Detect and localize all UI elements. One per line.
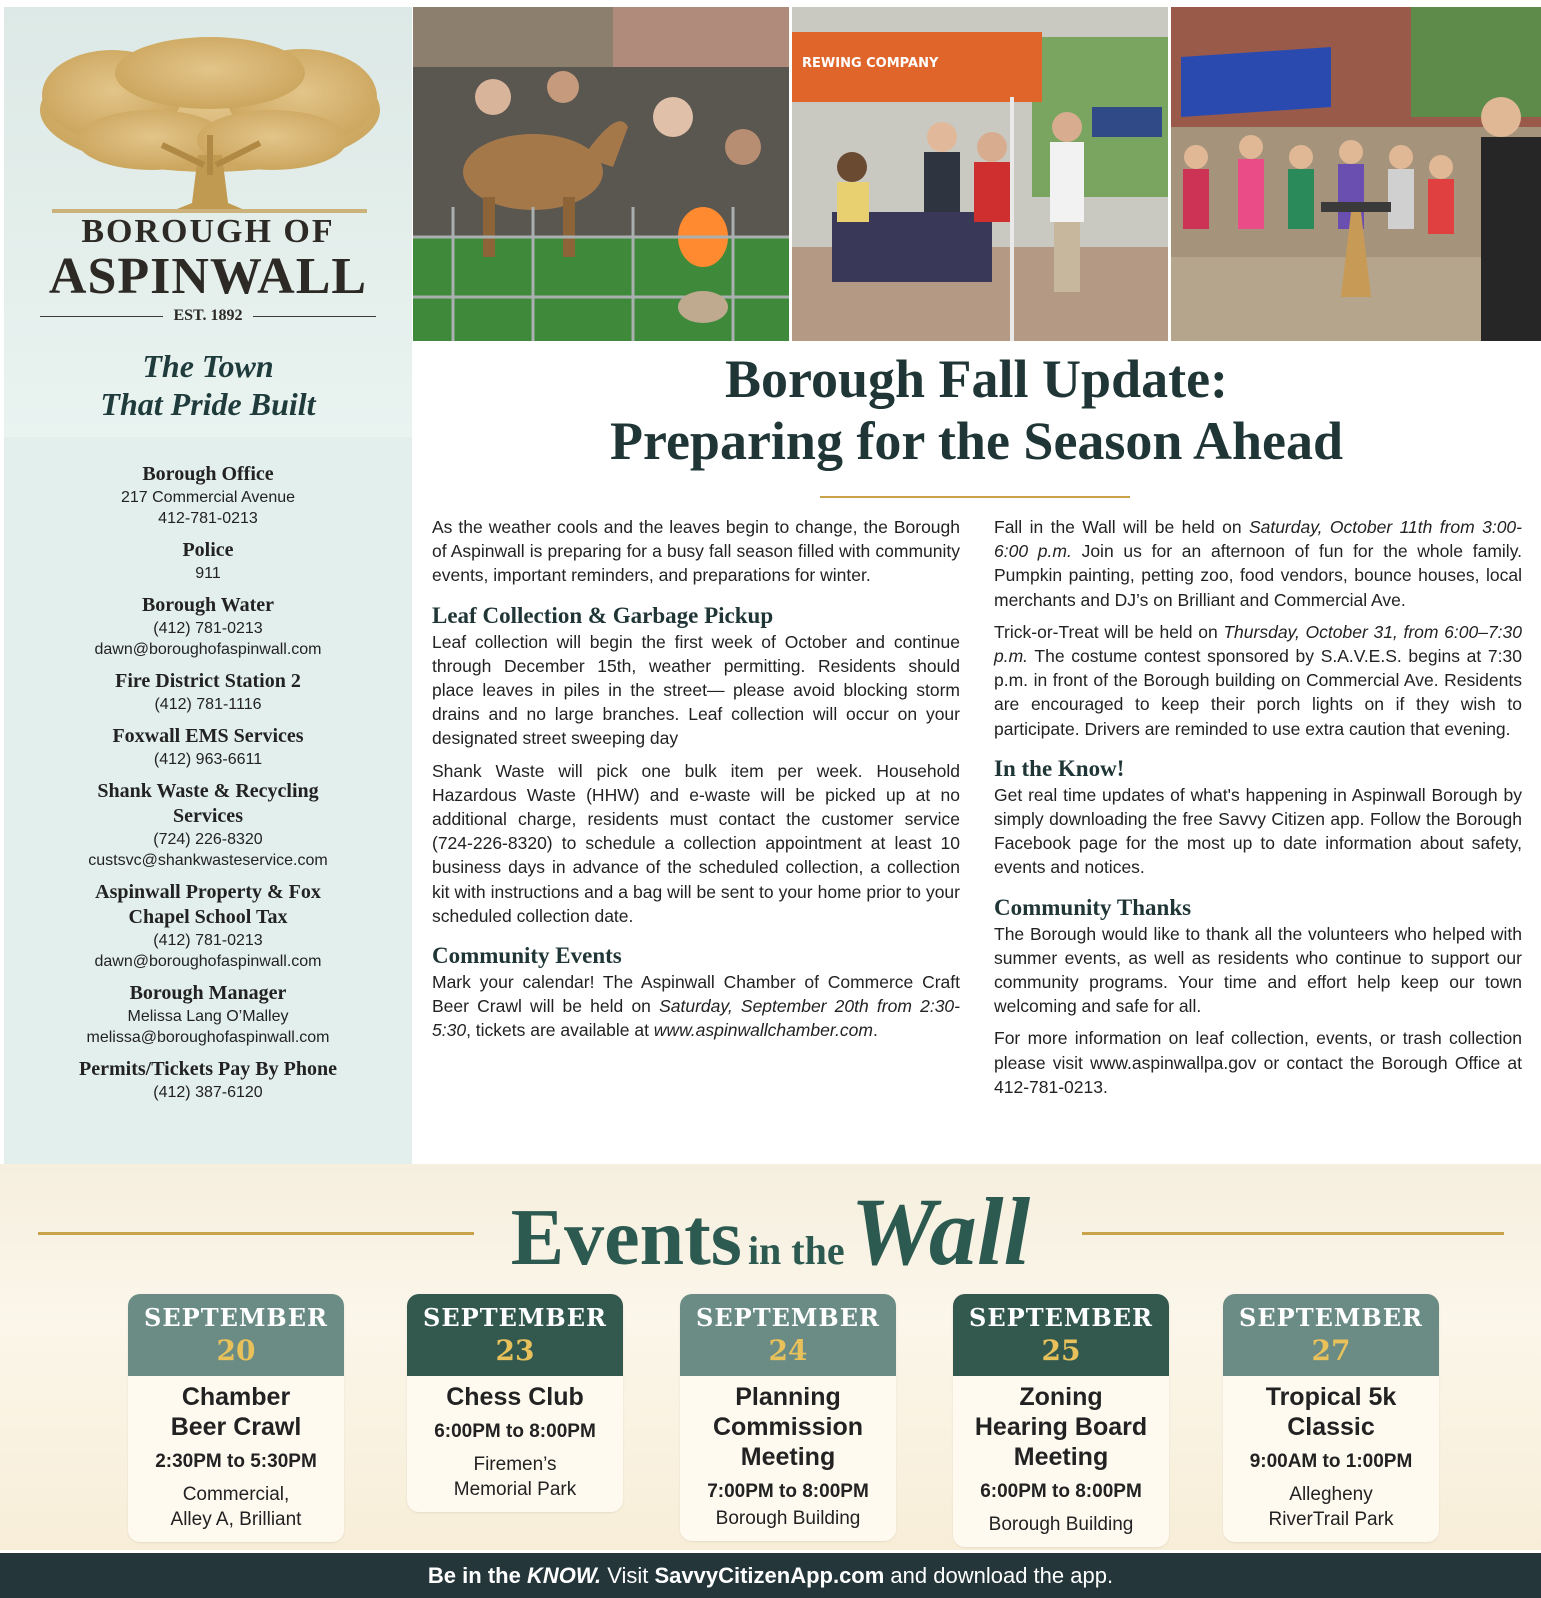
contact-directory <box>4 462 412 1112</box>
tagline-line1: The Town <box>142 348 274 384</box>
contact-phone[interactable]: (412) 781-0213 <box>153 620 263 637</box>
event-card[interactable] <box>953 1294 1169 1547</box>
contact-permits <box>4 1057 412 1103</box>
contact-title: Borough Water <box>141 594 275 616</box>
brand-line2: ASPINWALL <box>48 248 368 305</box>
event-day: 25 <box>1041 1334 1081 1367</box>
text-span: The costume contest sponsored by S.A.V.E.S. begins at 7:30 p.m. in front of the Borough building on Commercial Ave. Residents are encouraged to keep their porch lights on if they wish to participate. Drivers are reminded to use extra caution that evening. <box>994 646 1522 739</box>
event-place: Firemen’s Memorial Park <box>453 1454 577 1500</box>
fall-in-the-wall-paragraph <box>994 515 1522 612</box>
contact-borough-water <box>4 593 412 660</box>
contact-shank-waste <box>4 779 412 871</box>
event-month: SEPTEMBER <box>144 1303 328 1332</box>
contact-police <box>4 538 412 584</box>
event-time: 7:00PM to 8:00PM <box>707 1481 869 1502</box>
photo-kids-crowd <box>1171 7 1541 341</box>
contact-borough-manager <box>4 981 412 1048</box>
contact-phone[interactable]: (412) 963-6611 <box>153 751 263 768</box>
contact-phone[interactable]: (412) 781-1116 <box>154 696 262 713</box>
event-day: 27 <box>1311 1334 1351 1367</box>
contact-borough-office <box>4 462 412 529</box>
leaf-paragraph-1: Leaf collection will begin the first week of October and continue through December 15th, weather permitting. Residents should place leaves in piles in the street— please avoid blocking storm drains and no large branches. Leaf collection will occur on your designated street sweeping day <box>432 631 960 749</box>
photo-brewing-tent <box>792 7 1168 341</box>
petting-zoo-photo-icon <box>413 7 789 341</box>
event-card-header <box>128 1294 344 1376</box>
event-place: Allegheny RiverTrail Park <box>1268 1484 1394 1530</box>
tagline <box>4 347 412 423</box>
contact-phone[interactable]: (724) 226-8320 <box>153 831 263 848</box>
banner-text: REWING COMPANY <box>802 56 939 71</box>
contact-phone[interactable]: 911 <box>195 565 221 582</box>
footer-text: Visit <box>601 1563 655 1588</box>
brewing-tent-photo-icon <box>792 7 1168 341</box>
oak-tree-logo-icon <box>32 35 387 215</box>
community-thanks-heading: Community Thanks <box>994 894 1192 920</box>
brand-block <box>4 7 412 437</box>
headline-divider <box>820 496 1130 498</box>
event-card-header <box>680 1294 896 1376</box>
headline-line2: Preparing for the Season Ahead <box>609 411 1344 471</box>
event-card-body <box>1223 1376 1439 1542</box>
established-year: EST. 1892 <box>173 307 243 324</box>
event-place: Borough Building <box>988 1514 1134 1535</box>
chamber-website-link[interactable]: www.aspinwallchamber.com <box>653 1020 873 1041</box>
contact-title: Aspinwall Property & Fox Chapel School Tax <box>95 881 321 928</box>
contact-email[interactable]: dawn@boroughofaspinwall.com <box>94 641 322 658</box>
beer-crawl-date: Saturday, September 20th from 2:30- 5:30 <box>432 996 960 1041</box>
brand-line1: BOROUGH OF <box>81 213 335 250</box>
event-card[interactable] <box>407 1294 623 1512</box>
contact-phone[interactable]: (412) 387-6120 <box>153 1084 263 1101</box>
contact-email[interactable]: dawn@boroughofaspinwall.com <box>94 953 322 970</box>
leaf-paragraph-2: Shank Waste will pick one bulk item per week. Household Hazardous Waste (HHW) and e-waste will be picked up at no additional charge, residents must contact the customer service (724-226-8320) to schedule a collection appointment at least 10 business days in advance of the scheduled collection, a collection kit with instructions and a bag will be sent to your home prior to your scheduled collection date. <box>432 760 960 926</box>
divider <box>40 316 163 317</box>
footer-know: KNOW. <box>526 1563 602 1588</box>
event-place: Borough Building <box>715 1508 861 1529</box>
footer-text: Be in the <box>427 1563 527 1588</box>
contact-title: Borough Manager <box>129 982 287 1004</box>
event-place: Commercial, Alley A, Brilliant <box>170 1484 302 1530</box>
events-title-big: Events <box>510 1194 742 1282</box>
divider <box>253 316 376 317</box>
contact-title: Permits/Tickets Pay By Phone <box>79 1058 337 1080</box>
in-the-know-heading: In the Know! <box>994 755 1125 781</box>
intro-paragraph: As the weather cools and the leaves begin to change, the Borough of Aspinwall is preparing for a busy fall season filled with community events, important reminders, and preparations for winter. <box>432 517 960 586</box>
contact-title: Borough Office <box>142 463 274 485</box>
event-card-body <box>953 1376 1169 1547</box>
event-card-header <box>407 1294 623 1376</box>
community-events-heading: Community Events <box>432 943 622 969</box>
in-the-know-paragraph: Get real time updates of what's happening in Aspinwall Borough by simply downloading the free Savvy Citizen app. Follow the Borough Facebook page for the most up to date information about safety, events and notices. <box>994 784 1522 878</box>
headline-line1: Borough Fall Update: <box>724 349 1229 409</box>
event-name: Chamber Beer Crawl <box>170 1383 302 1441</box>
event-month: SEPTEMBER <box>969 1303 1153 1332</box>
text-span: Trick-or-Treat will be held on <box>994 621 1224 642</box>
text-span: Fall in the Wall will be held on <box>994 517 1249 537</box>
event-card-body <box>407 1376 623 1512</box>
footer-banner <box>0 1553 1541 1598</box>
event-time: 6:00PM to 8:00PM <box>980 1481 1142 1502</box>
event-time: 6:00PM to 8:00PM <box>434 1421 596 1442</box>
event-name: Planning Commission Meeting <box>712 1383 864 1471</box>
est-row <box>40 307 376 325</box>
event-name: Chess Club <box>446 1383 584 1411</box>
event-name: Tropical 5k Classic <box>1265 1383 1397 1441</box>
sidebar <box>4 7 412 1164</box>
leaf-collection-heading: Leaf Collection & Garbage Pickup <box>432 602 774 628</box>
contact-title: Foxwall EMS Services <box>112 725 304 747</box>
contact-name: Melissa Lang O’Malley <box>127 1008 289 1025</box>
contact-ems <box>4 724 412 770</box>
article-column-left <box>432 515 960 1051</box>
event-month: SEPTEMBER <box>696 1303 880 1332</box>
kids-crowd-photo-icon <box>1171 7 1541 341</box>
contact-phone[interactable]: (412) 781-0213 <box>153 932 263 949</box>
community-thanks-paragraph: The Borough would like to thank all the volunteers who helped with summer events, as well as residents who continue to support our community programs. Your time and effort help keep our town welcoming and safe for all. <box>994 923 1522 1017</box>
community-events-paragraph <box>432 970 960 1043</box>
text-span: Join us for an afternoon of fun for the whole family. Pumpkin painting, petting zoo, food vendors, bounce houses, local merchants and DJ’s on Brilliant and Commercial Ave. <box>994 541 1523 610</box>
event-day: 24 <box>768 1334 808 1367</box>
text-span: , tickets are available at <box>466 1020 654 1041</box>
trick-or-treat-date: Thursday, October 31, from 6:00–7:30 p.m. <box>994 621 1522 667</box>
contact-title: Shank Waste & Recycling Services <box>97 780 319 827</box>
event-day: 23 <box>495 1334 535 1367</box>
contact-fire-station <box>4 669 412 715</box>
article-headline <box>412 348 1541 472</box>
event-card-header <box>953 1294 1169 1376</box>
events-band <box>0 1164 1541 1550</box>
event-card[interactable] <box>680 1294 896 1541</box>
fall-in-the-wall-date: Saturday, October 11th from 3:00-6:00 p.m. <box>994 517 1522 562</box>
event-time: 2:30PM to 5:30PM <box>155 1451 317 1472</box>
event-card[interactable] <box>128 1294 344 1542</box>
contact-address: 217 Commercial Avenue <box>120 489 296 506</box>
tagline-line2: That Pride Built <box>100 386 316 422</box>
events-title <box>0 1176 1541 1287</box>
contact-email[interactable]: melissa@boroughofaspinwall.com <box>86 1029 330 1046</box>
event-name: Zoning Hearing Board Meeting <box>974 1383 1148 1471</box>
event-month: SEPTEMBER <box>423 1303 607 1332</box>
event-month: SEPTEMBER <box>1239 1303 1423 1332</box>
event-card-body <box>680 1376 896 1541</box>
trick-or-treat-paragraph <box>994 620 1522 741</box>
event-day: 20 <box>216 1334 256 1367</box>
event-card-body <box>128 1376 344 1542</box>
photo-petting-zoo <box>413 7 789 341</box>
contact-title: Fire District Station 2 <box>115 670 301 692</box>
savvy-citizen-link[interactable]: SavvyCitizenApp.com <box>654 1563 885 1588</box>
contact-email[interactable]: custsvc@shankwasteservice.com <box>88 852 328 869</box>
events-title-small: in the <box>747 1228 845 1273</box>
article-column-right <box>994 515 1522 1107</box>
events-title-script: Wall <box>850 1178 1031 1285</box>
more-info-paragraph: For more information on leaf collection, events, or trash collection please visit www.aspinwallpa.gov or contact the Borough Office at 412-781-0213. <box>994 1028 1522 1097</box>
event-card-header <box>1223 1294 1439 1376</box>
contact-phone[interactable]: 412-781-0213 <box>158 510 258 527</box>
contact-title: Police <box>182 539 234 561</box>
event-card[interactable] <box>1223 1294 1439 1542</box>
footer-text: and download the app. <box>884 1563 1114 1588</box>
text-span: Mark your calendar! The Aspinwall Chamber of Commerce Craft Beer Crawl will be held on <box>432 972 960 1017</box>
text-span: . <box>872 1020 878 1041</box>
event-time: 9:00AM to 1:00PM <box>1249 1451 1413 1472</box>
contact-property-tax <box>4 880 412 972</box>
